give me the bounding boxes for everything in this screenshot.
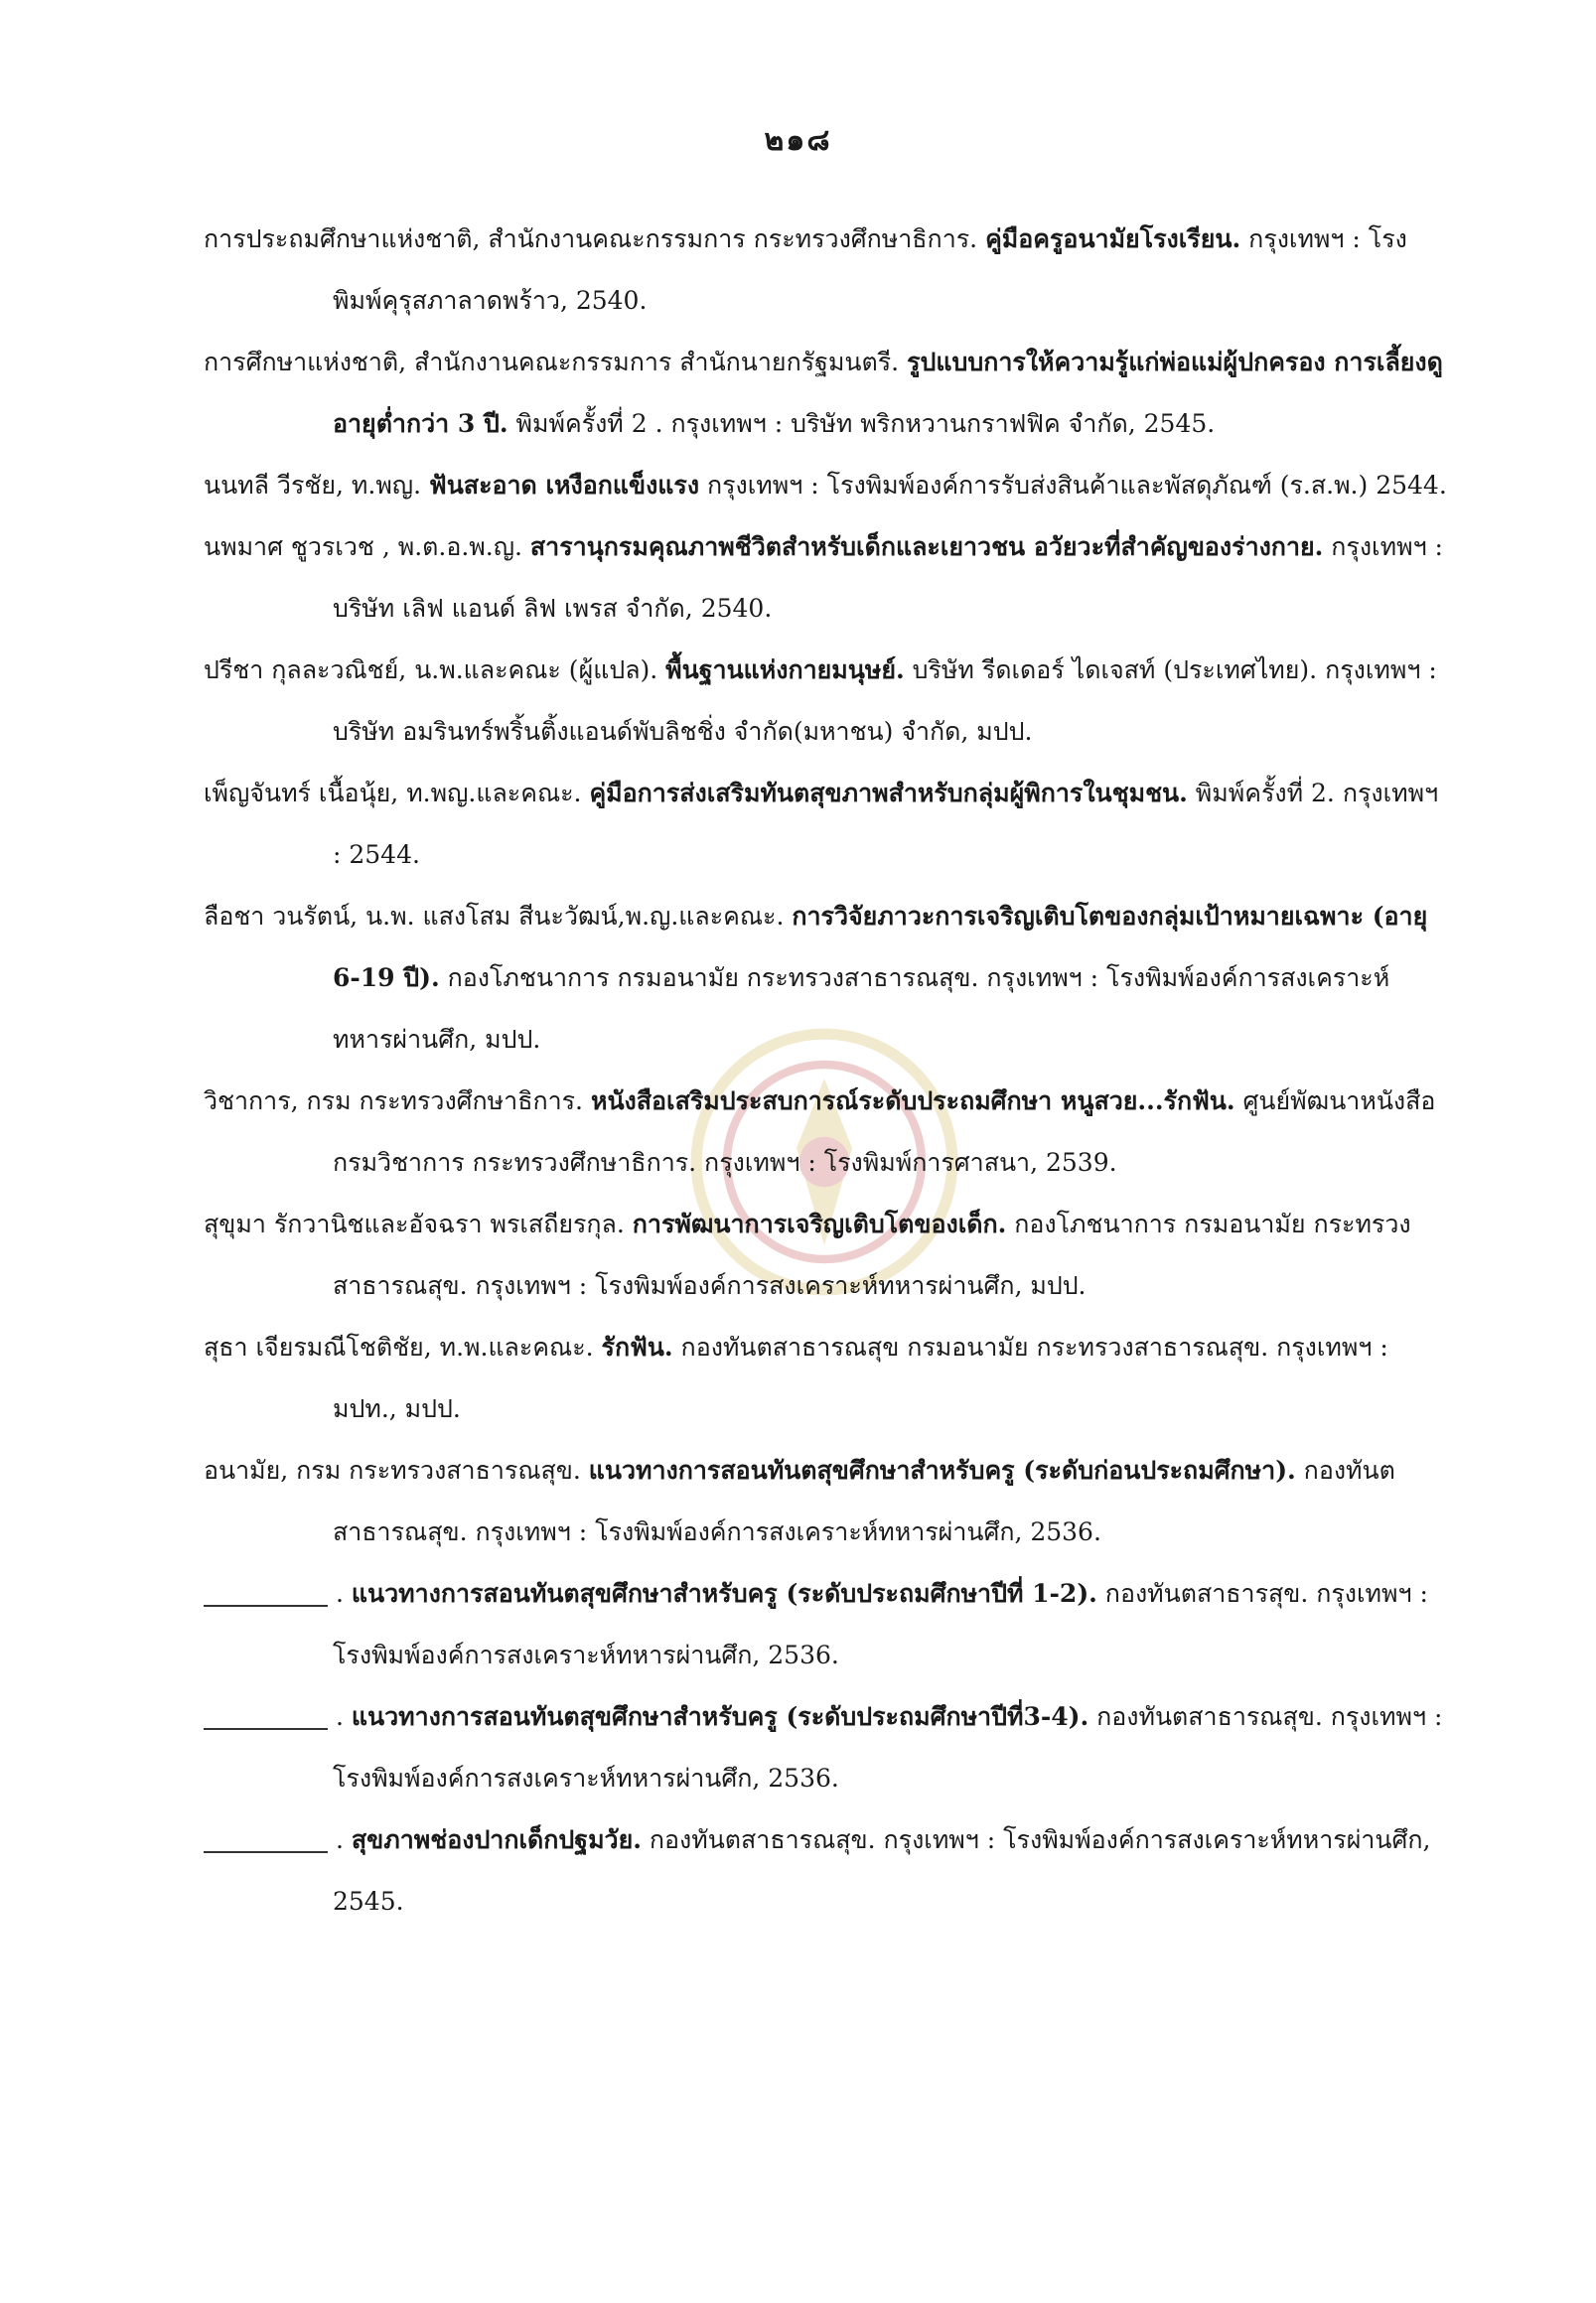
reference-entry [204,209,1450,332]
reference-title: พื้นฐานแห่งกายมนุษย์. [665,655,905,684]
reference-author: . [336,1702,352,1731]
repeat-author-line [204,1831,328,1853]
reference-entry [204,332,1450,455]
reference-entry [204,516,1450,640]
reference-entry [204,886,1450,1071]
reference-entry [204,1809,1450,1933]
reference-author: การประถมศึกษาแห่งชาติ, สำนักงานคณะกรรมการ กระทรวงศึกษาธิการ. [204,224,986,253]
reference-author: อนามัย, กรม กระทรวงสาธารณสุข. [204,1456,589,1485]
reference-entry [204,1686,1450,1809]
reference-author: เพ็ญจันทร์ เนื้อนุ้ย, ท.พญ.และคณะ. [204,779,590,807]
reference-title: รักฟัน. [601,1333,673,1362]
reference-publication: กรุงเทพฯ : บริษัท เลิฟ แอนด์ ลิฟ เพรส จำกัด, 2540. [333,532,1443,623]
reference-entry [204,763,1450,886]
reference-title: คู่มือการส่งเสริมทันตสุขภาพสำหรับกลุ่มผู้พิการในชุมชน. [589,779,1188,807]
reference-title: สุขภาพช่องปากเด็กปฐมวัย. [351,1825,642,1854]
reference-title: การวิจัยภาวะการเจริญเติบโตของกลุ่มเป้าหมายเฉพาะ (อายุ 6-19 ปี). [333,902,1428,992]
reference-entry [204,640,1450,763]
reference-publication: กรุงเทพฯ : โรงพิมพ์คุรุสภาลาดพร้าว, 2540. [333,224,1407,315]
reference-entry [204,1317,1450,1440]
reference-author: ลือชา วนรัตน์, น.พ. แสงโสม สีนะวัฒน์,พ.ญ.และคณะ. [204,902,793,931]
reference-author: นพมาศ ชูวรเวช , พ.ต.อ.พ.ญ. [204,532,530,561]
reference-title: แนวทางการสอนทันตสุขศึกษาสำหรับครู (ระดับประถมศึกษาปีที่3-4). [351,1702,1089,1731]
reference-publication: พิมพ์ครั้งที่ 2. กรุงเทพฯ : 2544. [333,779,1439,869]
reference-author: ปรีชา กุลละวณิชย์, น.พ.และคณะ (ผู้แปล). [204,655,666,684]
reference-author: . [336,1825,352,1854]
reference-publication: กองโภชนาการ กรมอนามัย กระทรวงสาธารณสุข. กรุงเทพฯ : โรงพิมพ์องค์การสงเคราะห์ทหารผ่านศึก, มปป. [333,1210,1411,1300]
reference-publication: กองทันตสาธารสุข. กรุงเทพฯ : โรงพิมพ์องค์การสงเคราะห์ทหารผ่านศึก, 2536. [333,1579,1428,1669]
reference-entry [204,1071,1450,1194]
reference-title: ฟันสะอาด เหงือกแข็งแรง [429,471,700,500]
reference-author: . [336,1579,352,1608]
reference-entry [204,1563,1450,1686]
reference-title: การพัฒนาการเจริญเติบโตของเด็ก. [632,1210,1007,1238]
reference-author: สุธา เจียรมณีโชติชัย, ท.พ.และคณะ. [204,1333,602,1362]
reference-title: คู่มือครูอนามัยโรงเรียน. [985,224,1241,253]
reference-author: นนทลี วีรชัย, ท.พญ. [204,471,430,500]
reference-publication: ศูนย์พัฒนาหนังสือ กรมวิชาการ กระทรวงศึกษาธิการ. กรุงเทพฯ : โรงพิมพ์การศาสนา, 2539. [333,1086,1436,1177]
reference-author: วิชาการ, กรม กระทรวงศึกษาธิการ. [204,1086,591,1115]
reference-author: การศึกษาแห่งชาติ, สำนักงานคณะกรรมการ สำนักนายกรัฐมนตรี. [204,348,908,376]
bibliography-list [204,209,1450,1933]
repeat-author-line [204,1708,328,1730]
reference-publication: กองทันตสาธารณสุข. กรุงเทพฯ : โรงพิมพ์องค์การสงเคราะห์ทหารผ่านศึก, 2536. [333,1702,1443,1793]
reference-title: สารานุกรมคุณภาพชีวิตสำหรับเด็กและเยาวชน อวัยวะที่สำคัญของร่างกาย. [529,532,1324,561]
reference-title: แนวทางการสอนทันตสุขศึกษาสำหรับครู (ระดับก่อนประถมศึกษา). [588,1456,1296,1485]
reference-publication: กองทันตสาธารณสุข กรมอนามัย กระทรวงสาธารณสุข. กรุงเทพฯ : มปท., มปป. [333,1333,1388,1423]
reference-publication: พิมพ์ครั้งที่ 2 . กรุงเทพฯ : บริษัท พริกหวานกราฟฟิค จำกัด, 2545. [508,409,1216,438]
repeat-author-line [204,1585,328,1607]
reference-title: หนังสือเสริมประสบการณ์ระดับประถมศึกษา หนูสวย...รักฟัน. [590,1086,1235,1115]
reference-entry [204,1440,1450,1563]
reference-publication: กองทันตสาธารณสุข. กรุงเทพฯ : โรงพิมพ์องค์การสงเคราะห์ทหารผ่านศึก, 2536. [333,1456,1395,1546]
reference-publication: กองโภชนาการ กรมอนามัย กระทรวงสาธารณสุข. กรุงเทพฯ : โรงพิมพ์องค์การสงเคราะห์ทหารผ่านศึก, มปป. [333,963,1390,1054]
reference-publication: กรุงเทพฯ : โรงพิมพ์องค์การรับส่งสินค้าและพัสดุภัณฑ์ (ร.ส.พ.) 2544. [699,471,1447,500]
reference-entry [204,455,1450,516]
reference-title: รูปแบบการให้ความรู้แก่พ่อแม่ผู้ปกครอง การเลี้ยงดูอายุต่ำกว่า 3 ปี. [333,348,1443,438]
reference-entry [204,1194,1450,1317]
reference-author: สุขุมา รักวานิชและอัจฉรา พรเสถียรกุล. [204,1210,633,1238]
reference-publication: กองทันตสาธารณสุข. กรุงเทพฯ : โรงพิมพ์องค์การสงเคราะห์ทหารผ่านศึก, 2545. [333,1825,1431,1916]
reference-publication: บริษัท รีดเดอร์ ไดเจสท์ (ประเทศไทย). กรุงเทพฯ : บริษัท อมรินทร์พริ้นติ้งแอนด์พับลิชชิ่ง จำกัด(มหาชน) จำกัด, มปป. [333,655,1437,746]
reference-title: แนวทางการสอนทันตสุขศึกษาสำหรับครู (ระดับประถมศึกษาปีที่ 1-2). [351,1579,1097,1608]
page-number: ๒๑๘ [764,123,832,158]
